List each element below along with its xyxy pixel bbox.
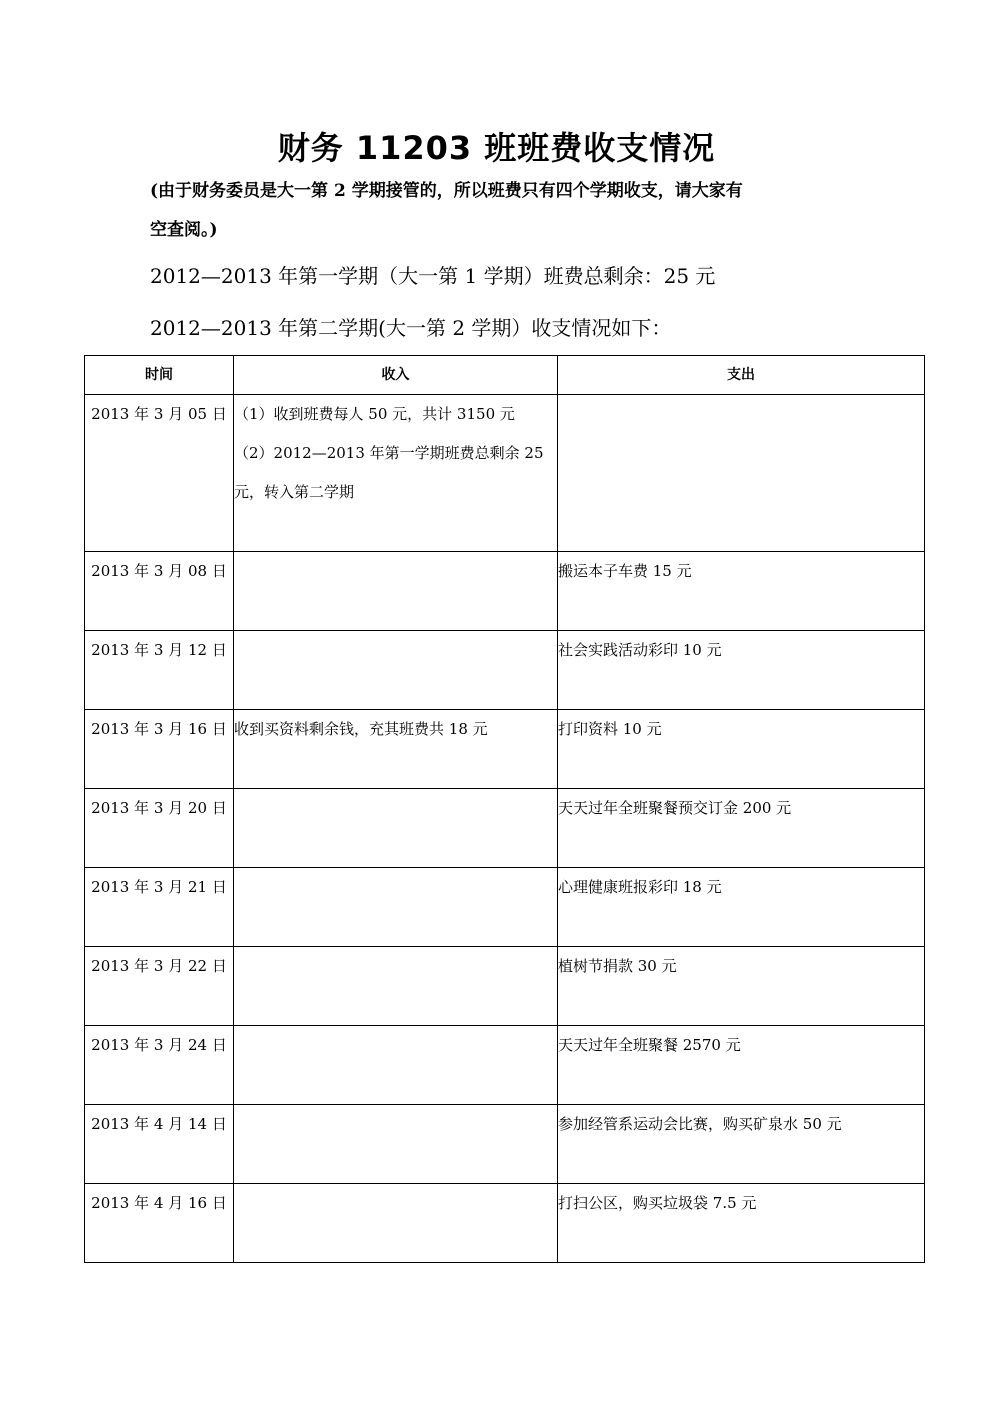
table-row — [85, 789, 925, 868]
income-cell — [234, 631, 558, 710]
date-cell: 2013 年 3 月 20 日 — [85, 789, 234, 868]
income-cell — [234, 1026, 558, 1105]
expense-cell: 打印资料 10 元 — [558, 710, 925, 789]
header-expense: 支出 — [558, 356, 925, 395]
date-cell: 2013 年 3 月 22 日 — [85, 947, 234, 1026]
first-semester-summary: 2012—2013 年第一学期（大一第 1 学期）班费总剩余：25 元 — [150, 264, 716, 288]
header-income: 收入 — [234, 356, 558, 395]
table-row — [85, 552, 925, 631]
table-row — [85, 868, 925, 947]
table-row — [85, 1026, 925, 1105]
income-cell — [234, 1105, 558, 1184]
date-cell: 2013 年 3 月 05 日 — [85, 395, 234, 552]
table-row — [85, 1105, 925, 1184]
ledger-table — [84, 355, 925, 1263]
income-item-2: （2）2012—2013 年第一学期班费总剩余 25 元，转入第二学期 — [234, 444, 544, 501]
date-cell: 2013 年 3 月 08 日 — [85, 552, 234, 631]
date-cell: 2013 年 3 月 21 日 — [85, 868, 234, 947]
header-time: 时间 — [85, 356, 234, 395]
income-cell: 收到买资料剩余钱，充其班费共 18 元 — [234, 710, 558, 789]
date-cell: 2013 年 3 月 12 日 — [85, 631, 234, 710]
second-semester-heading: 2012—2013 年第二学期(大一第 2 学期）收支情况如下： — [150, 316, 672, 340]
note-line-2: 空查阅。) — [150, 220, 218, 240]
expense-cell: 心理健康班报彩印 18 元 — [558, 868, 925, 947]
document-title: 财务 11203 班班费收支情况 — [277, 129, 716, 167]
income-cell — [234, 947, 558, 1026]
expense-cell — [558, 395, 925, 552]
table-row — [85, 947, 925, 1026]
date-cell: 2013 年 4 月 14 日 — [85, 1105, 234, 1184]
table-row — [85, 631, 925, 710]
table-row — [85, 1184, 925, 1263]
expense-cell: 参加经管系运动会比赛，购买矿泉水 50 元 — [558, 1105, 925, 1184]
income-cell — [234, 1184, 558, 1263]
date-cell: 2013 年 4 月 16 日 — [85, 1184, 234, 1263]
note-line-1: (由于财务委员是大一第 2 学期接管的，所以班费只有四个学期收支，请大家有 — [150, 181, 743, 201]
income-item-1: （1）收到班费每人 50 元，共计 3150 元 — [234, 405, 515, 423]
expense-cell: 植树节捐款 30 元 — [558, 947, 925, 1026]
table-row — [85, 395, 925, 552]
table-row — [85, 710, 925, 789]
date-cell: 2013 年 3 月 16 日 — [85, 710, 234, 789]
income-cell — [234, 552, 558, 631]
income-cell — [234, 395, 558, 552]
income-cell — [234, 789, 558, 868]
expense-cell: 搬运本子车费 15 元 — [558, 552, 925, 631]
table-header-row — [85, 356, 925, 395]
date-cell: 2013 年 3 月 24 日 — [85, 1026, 234, 1105]
expense-cell: 打扫公区，购买垃圾袋 7.5 元 — [558, 1184, 925, 1263]
expense-cell: 天天过年全班聚餐预交订金 200 元 — [558, 789, 925, 868]
income-cell — [234, 868, 558, 947]
expense-cell: 天天过年全班聚餐 2570 元 — [558, 1026, 925, 1105]
expense-cell: 社会实践活动彩印 10 元 — [558, 631, 925, 710]
